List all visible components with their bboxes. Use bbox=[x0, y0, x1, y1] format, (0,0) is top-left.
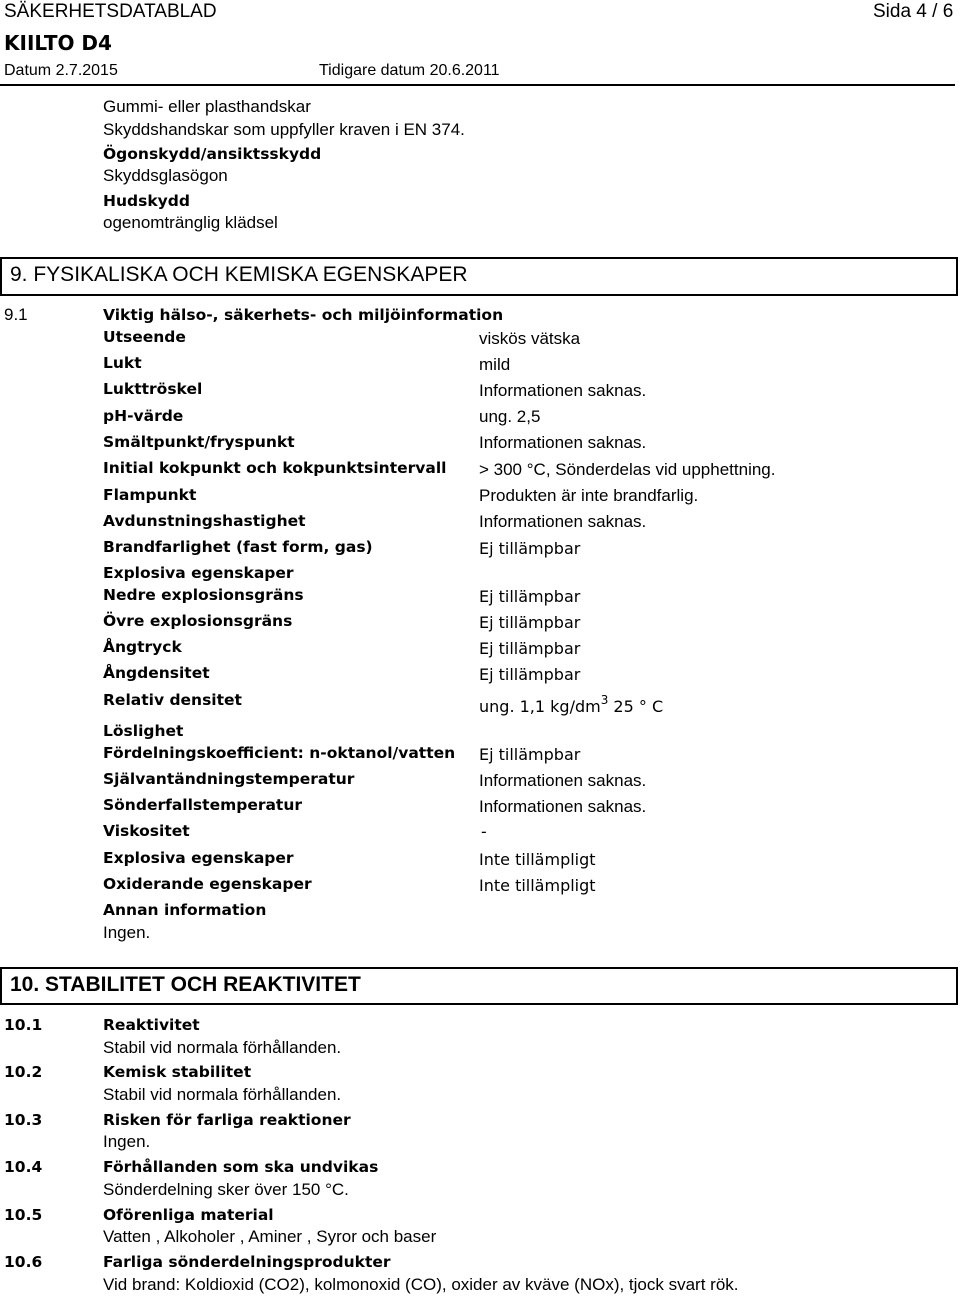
prop-label: Smältpunkt/fryspunkt bbox=[103, 433, 295, 451]
item-text: Ingen. bbox=[103, 1132, 151, 1151]
item-heading: Kemisk stabilitet bbox=[103, 1063, 252, 1081]
prop-label: Explosiva egenskaper bbox=[103, 564, 294, 582]
prop-value: Produkten är inte brandfarlig. bbox=[479, 486, 699, 505]
section-10-title: 10. STABILITET OCH REAKTIVITET bbox=[10, 973, 361, 996]
section-9-title: 9. FYSIKALISKA OCH KEMISKA EGENSKAPER bbox=[10, 263, 468, 286]
density-number: ung. 1,1 kg/dm bbox=[479, 697, 601, 716]
prop-value: Informationen saknas. bbox=[479, 771, 647, 790]
density-exponent: 3 bbox=[600, 693, 609, 707]
prop-label: Ångtryck bbox=[103, 638, 182, 656]
relative-density-value bbox=[479, 693, 663, 716]
prop-label: Nedre explosionsgräns bbox=[103, 586, 304, 604]
prop-value: Informationen saknas. bbox=[479, 797, 647, 816]
item-text: Vatten , Alkoholer , Aminer , Syror och baser bbox=[103, 1227, 437, 1246]
prop-value: > 300 °C, Sönderdelas vid upphettning. bbox=[479, 460, 776, 479]
prop-label: Brandfarlighet (fast form, gas) bbox=[103, 538, 373, 556]
prop-label: Utseende bbox=[103, 328, 186, 346]
item-number: 10.6 bbox=[4, 1253, 43, 1271]
item-heading: Farliga sönderdelningsprodukter bbox=[103, 1253, 391, 1271]
eye-protection-value: Skyddsglasögon bbox=[103, 166, 228, 185]
prop-label: Relativ densitet bbox=[103, 691, 242, 709]
prop-value: Inte tillämpligt bbox=[479, 850, 596, 869]
item-heading: Oförenliga material bbox=[103, 1206, 274, 1224]
prop-value: Ej tillämpbar bbox=[479, 745, 581, 764]
header-divider bbox=[0, 84, 955, 86]
prop-label: Viskositet bbox=[103, 822, 190, 840]
glove-type: Gummi- eller plasthandskar bbox=[103, 97, 311, 116]
document-title: SÄKERHETSDATABLAD bbox=[4, 1, 217, 22]
previous-date: Tidigare datum 20.6.2011 bbox=[319, 62, 500, 79]
prop-value: Inte tillämpligt bbox=[479, 876, 596, 895]
prop-value: ung. 2,5 bbox=[479, 407, 541, 426]
item-number: 10.3 bbox=[4, 1111, 43, 1129]
prop-label: Övre explosionsgräns bbox=[103, 612, 293, 630]
density-temperature: 25 ° C bbox=[608, 697, 664, 716]
subsection-title: Viktig hälso-, säkerhets- och miljöinformation bbox=[103, 306, 504, 324]
prop-label: pH-värde bbox=[103, 407, 184, 425]
skin-protection-heading: Hudskydd bbox=[103, 192, 190, 210]
item-text: Stabil vid normala förhållanden. bbox=[103, 1038, 342, 1057]
page-number: Sida 4 / 6 bbox=[873, 1, 954, 22]
prop-value: viskös vätska bbox=[479, 329, 581, 348]
prop-value: - bbox=[481, 822, 487, 841]
prop-label: Fördelningskoefficient: n-oktanol/vatten bbox=[103, 744, 456, 762]
prop-label: Sönderfallstemperatur bbox=[103, 796, 303, 814]
prop-value: Ej tillämpbar bbox=[479, 587, 581, 606]
prop-label: Explosiva egenskaper bbox=[103, 849, 294, 867]
section-10-header bbox=[0, 967, 958, 1005]
eye-protection-heading: Ögonskydd/ansiktsskydd bbox=[103, 145, 322, 163]
prop-label: Lukttröskel bbox=[103, 380, 203, 398]
prop-value: Ej tillämpbar bbox=[479, 539, 581, 558]
prop-label: Avdunstningshastighet bbox=[103, 512, 306, 530]
prop-value: Informationen saknas. bbox=[479, 433, 647, 452]
prop-value: Ej tillämpbar bbox=[479, 639, 581, 658]
document-date: Datum 2.7.2015 bbox=[4, 62, 118, 79]
item-heading: Förhållanden som ska undvikas bbox=[103, 1158, 379, 1176]
glove-standard: Skyddshandskar som uppfyller kraven i EN 374. bbox=[103, 120, 465, 139]
prop-label: Initial kokpunkt och kokpunktsintervall bbox=[103, 459, 447, 477]
prop-value: Ej tillämpbar bbox=[479, 613, 581, 632]
item-number: 10.5 bbox=[4, 1206, 43, 1224]
item-text: Sönderdelning sker över 150 °C. bbox=[103, 1180, 349, 1199]
item-number: 10.2 bbox=[4, 1063, 43, 1081]
item-heading: Risken för farliga reaktioner bbox=[103, 1111, 351, 1129]
prop-label: Självantändningstemperatur bbox=[103, 770, 355, 788]
section-9-header bbox=[0, 257, 958, 296]
prop-value: mild bbox=[479, 355, 511, 374]
prop-value: Informationen saknas. bbox=[479, 381, 647, 400]
prop-label: Lukt bbox=[103, 354, 142, 372]
prop-label: Löslighet bbox=[103, 722, 184, 740]
item-text: Vid brand: Koldioxid (CO2), kolmonoxid (CO), oxider av kväve (NOx), tjock svart rök. bbox=[103, 1275, 739, 1294]
prop-label: Annan information bbox=[103, 901, 267, 919]
skin-protection-value: ogenomtränglig klädsel bbox=[103, 213, 278, 232]
prop-label: Flampunkt bbox=[103, 486, 197, 504]
item-text: Stabil vid normala förhållanden. bbox=[103, 1085, 342, 1104]
other-information-value: Ingen. bbox=[103, 923, 151, 942]
item-number: 10.1 bbox=[4, 1016, 43, 1034]
item-number: 10.4 bbox=[4, 1158, 43, 1176]
product-name: KIILTO D4 bbox=[4, 31, 112, 55]
prop-label: Ångdensitet bbox=[103, 664, 210, 682]
prop-label: Oxiderande egenskaper bbox=[103, 875, 312, 893]
prop-value: Informationen saknas. bbox=[479, 512, 647, 531]
subsection-number: 9.1 bbox=[4, 305, 28, 324]
item-heading: Reaktivitet bbox=[103, 1016, 200, 1034]
prop-value: Ej tillämpbar bbox=[479, 665, 581, 684]
